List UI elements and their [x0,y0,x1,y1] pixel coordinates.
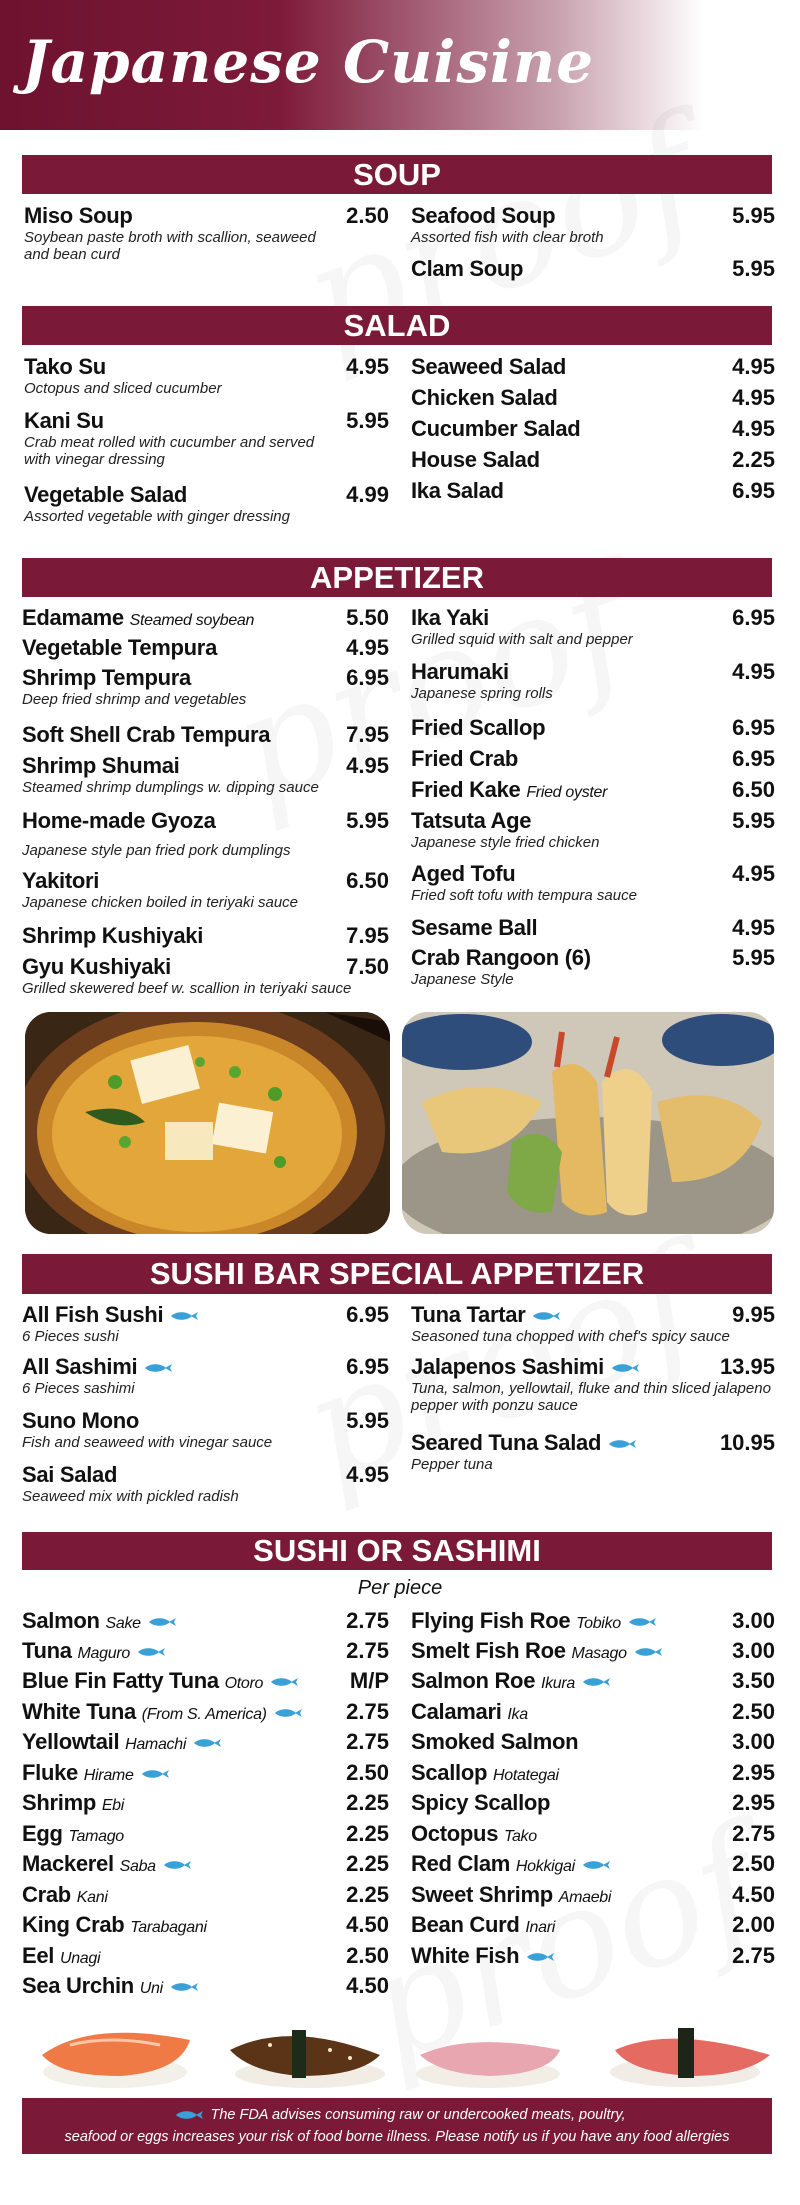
menu-item [22,753,389,796]
menu-item [22,1943,389,1969]
item-name: Clam Soup [411,256,524,281]
item-name: Tako Su [24,354,106,379]
item-name: Crab Rangoon (6) [411,945,591,970]
item-name: Aged Tofu [411,861,516,886]
raw-fish-icon [136,1647,166,1657]
item-price: 7.95 [346,722,389,747]
item-name: Egg [22,1821,63,1846]
item-price: 6.50 [346,868,389,893]
soup-right-column [411,203,775,283]
item-name: Ika Yaki [411,605,489,630]
item-name: Crab [22,1882,71,1907]
item-price: 2.75 [732,1943,775,1968]
menu-item [411,203,775,246]
raw-fish-icon [140,1769,170,1779]
raw-fish-icon [581,1860,611,1870]
item-name: Shrimp [22,1790,96,1815]
item-name: Seafood Soup [411,203,556,228]
item-name: Yellowtail [22,1729,120,1754]
item-subtitle: Otoro [224,1675,264,1692]
raw-fish-icon [627,1617,657,1627]
item-price: 4.50 [732,1882,775,1907]
raw-fish-icon [607,1439,637,1449]
item-price: 2.25 [346,1821,389,1846]
menu-item [411,447,775,473]
item-name: Shrimp Tempura [22,665,191,690]
item-subtitle: Ikura [540,1675,576,1692]
item-description: Japanese chicken boiled in teriyaki sauce [22,894,298,911]
menu-item [411,1430,775,1473]
item-price: 6.95 [732,478,775,503]
raw-fish-icon [169,1311,199,1321]
menu-item [411,1912,775,1938]
item-price: 6.95 [346,665,389,690]
item-subtitle: Amaebi [558,1889,612,1906]
menu-item [411,1638,775,1664]
item-price: 4.95 [732,385,775,410]
raw-fish-icon [143,1363,173,1373]
sushi-pieces-illustration [30,2010,775,2092]
eel-nigiri-image [230,2030,385,2088]
item-price: 7.95 [346,923,389,948]
item-name: All Sashimi [22,1354,138,1379]
item-name: Miso Soup [24,203,133,228]
disclaimer-line-1: The FDA advises consuming raw or undercooked meats, poultry, [210,2107,626,2123]
item-price: 4.95 [732,416,775,441]
item-price: 4.50 [346,1912,389,1937]
menu-item [22,868,389,911]
menu-item [411,605,775,648]
item-description: Japanese spring rolls [411,685,553,702]
item-price: 2.75 [346,1638,389,1663]
menu-item [411,1821,775,1847]
menu-item [24,482,389,525]
item-name: Blue Fin Fatty Tuna [22,1668,219,1693]
item-price: 5.95 [346,1408,389,1433]
item-subtitle: Ebi [101,1797,125,1814]
item-subtitle: Hotategai [492,1767,559,1784]
item-subtitle: Tako [503,1828,537,1845]
item-name: Harumaki [411,659,509,684]
item-name: Tuna [22,1638,72,1663]
item-name: Suno Mono [22,1408,140,1433]
item-name: Sweet Shrimp [411,1882,553,1907]
item-subtitle: Ika [507,1706,528,1723]
item-name: King Crab [22,1912,125,1937]
item-price: 2.25 [732,447,775,472]
special-left-column [22,1302,389,1512]
item-name: Sea Urchin [22,1973,134,1998]
item-price: 6.95 [732,746,775,771]
raw-fish-icon [169,1982,199,1992]
menu-item [411,808,775,851]
item-description: Japanese style fried chicken [411,834,600,851]
item-description: Pepper tuna [411,1456,493,1473]
item-subtitle: Uni [139,1980,163,1997]
menu-item [411,354,775,380]
miso-soup-photo [25,1012,390,1234]
item-price: 5.95 [732,256,775,281]
item-price: 3.00 [732,1729,775,1754]
item-name: Fried Crab [411,746,519,771]
menu-item [411,746,775,772]
menu-item [24,354,389,397]
item-price: 4.95 [346,354,389,379]
item-name: All Fish Sushi [22,1302,164,1327]
item-name: Soft Shell Crab Tempura [22,722,271,747]
item-price: 2.75 [732,1821,775,1846]
menu-item [22,1608,389,1634]
menu-item [22,1462,389,1505]
item-price: 7.50 [346,954,389,979]
item-name: Sai Salad [22,1462,118,1487]
item-subtitle: Tarabagani [130,1919,207,1936]
menu-item [411,1943,775,1969]
item-subtitle: Tobiko [576,1615,621,1632]
menu-item [411,385,775,411]
item-price: 5.95 [346,408,389,433]
item-subtitle: Hamachi [125,1736,187,1753]
item-description: Crab meat rolled with cucumber and served with vinegar dressing [24,434,315,468]
item-name: Cucumber Salad [411,416,581,441]
menu-item [22,1302,389,1345]
item-name: Smoked Salmon [411,1729,579,1754]
item-price: 2.75 [346,1608,389,1633]
menu-item [22,635,389,661]
menu-item [22,722,389,748]
item-description: Steamed shrimp dumplings w. dipping sauce [22,779,319,796]
item-price: 2.75 [346,1729,389,1754]
item-name: Jalapenos Sashimi [411,1354,604,1379]
item-name: Fried Kake [411,777,521,802]
item-price: 9.95 [732,1302,775,1327]
menu-item [22,1638,389,1664]
menu-item [411,416,775,442]
raw-fish-icon [147,1617,177,1627]
tuna-nigiri-image [416,2042,560,2088]
item-price: 3.50 [732,1668,775,1693]
menu-item [22,1408,389,1451]
item-name: Yakitori [22,868,100,893]
item-name: Vegetable Tempura [22,635,218,660]
raw-fish-icon [531,1311,561,1321]
item-subtitle: Saba [119,1858,156,1875]
section-header-sushi-sashimi: SUSHI OR SASHIMI [22,1532,772,1570]
menu-item [411,1668,775,1694]
sushi-right-column [411,1608,775,1978]
item-price: 3.00 [732,1638,775,1663]
item-subtitle: Tamago [68,1828,124,1845]
menu-item [24,203,389,263]
item-name: Calamari [411,1699,502,1724]
item-description: Octopus and sliced cucumber [24,380,222,397]
appetizer-right-column [411,605,775,1005]
item-name: Sesame Ball [411,915,538,940]
salad-left-column [24,354,389,544]
raw-fish-icon [269,1677,299,1687]
header-banner [0,0,800,130]
item-price: 5.50 [346,605,389,630]
item-price: 2.25 [346,1790,389,1815]
item-subtitle: Hokkigai [515,1858,575,1875]
menu-item [22,1699,389,1725]
item-description: Deep fried shrimp and vegetables [22,691,247,708]
menu-item [411,861,775,904]
item-price: 4.95 [732,861,775,886]
item-price: 13.95 [719,1354,775,1379]
menu-item [411,1608,775,1634]
item-name: Smelt Fish Roe [411,1638,566,1663]
item-name: Seared Tuna Salad [411,1430,602,1455]
item-price: 6.95 [346,1302,389,1327]
item-name: Vegetable Salad [24,482,188,507]
menu-item [22,1821,389,1847]
item-name: Fried Scallop [411,715,546,740]
item-name: Flying Fish Roe [411,1608,571,1633]
item-name: White Fish [411,1943,520,1968]
item-description: Tuna, salmon, yellowtail, fluke and thin sliced jalapeno pepper with ponzu sauce [411,1380,771,1414]
item-name: Tuna Tartar [411,1302,526,1327]
menu-item [22,1668,389,1694]
item-price: 3.00 [732,1608,775,1633]
item-subtitle: Sake [105,1615,141,1632]
item-subtitle: Maguro [77,1645,130,1662]
item-name: Red Clam [411,1851,511,1876]
item-subtitle: Inari [525,1919,555,1936]
item-price: 6.95 [732,605,775,630]
item-price: 2.75 [346,1699,389,1724]
item-name: Gyu Kushiyaki [22,954,171,979]
item-price: 4.95 [732,659,775,684]
menu-item [22,1729,389,1755]
menu-item [22,923,389,949]
item-price: 4.95 [346,1462,389,1487]
item-price: 2.50 [346,1760,389,1785]
item-price: 5.95 [346,808,389,833]
item-subtitle: Fried oyster [526,784,608,801]
page-title: Japanese Cuisine [22,28,595,96]
menu-item [411,915,775,941]
item-description: Seasoned tuna chopped with chef's spicy sauce [411,1328,730,1345]
item-price: 2.00 [732,1912,775,1937]
menu-item [411,1729,775,1755]
item-subtitle: (From S. America) [141,1706,267,1723]
item-name: Fluke [22,1760,78,1785]
item-description: Japanese Style [411,971,514,988]
item-name: Chicken Salad [411,385,558,410]
soup-left-column [24,203,389,283]
menu-item [411,1699,775,1725]
item-price: 4.95 [346,635,389,660]
item-name: Spicy Scallop [411,1790,551,1815]
disclaimer-line-2: seafood or eggs increases your risk of food borne illness. Please notify us if you have any food allergies [64,2129,730,2145]
item-description: Soybean paste broth with scallion, seaweed and bean curd [24,229,316,263]
item-name: Scallop [411,1760,488,1785]
item-name: House Salad [411,447,540,472]
raw-fish-icon [610,1363,640,1373]
item-name: Tatsuta Age [411,808,532,833]
item-description: Grilled squid with salt and pepper [411,631,633,648]
item-description: Grilled skewered beef w. scallion in teriyaki sauce [22,980,352,997]
item-name: Salmon [22,1608,100,1633]
item-price: 2.95 [732,1760,775,1785]
raw-fish-icon [525,1952,555,1962]
sushi-left-column [22,1608,389,2008]
tempura-illustration [402,1012,774,1234]
item-name: Shrimp Shumai [22,753,180,778]
item-subtitle: Kani [76,1889,108,1906]
menu-item [22,665,389,708]
item-price: 2.25 [346,1851,389,1876]
menu-item [411,1354,775,1414]
item-name: Kani Su [24,408,104,433]
item-price: 4.99 [346,482,389,507]
item-name: Eel [22,1943,55,1968]
menu-item [22,1912,389,1938]
menu-item [24,408,389,468]
item-price: 2.50 [732,1851,775,1876]
menu-item [411,659,775,702]
item-name: Salmon Roe [411,1668,536,1693]
item-price: 6.95 [732,715,775,740]
menu-item [22,1973,389,1999]
menu-item [411,1760,775,1786]
item-name: Seaweed Salad [411,354,567,379]
item-name: Shrimp Kushiyaki [22,923,204,948]
item-price: 4.95 [346,753,389,778]
item-price: 2.50 [732,1699,775,1724]
item-price: 2.25 [346,1882,389,1907]
item-name: Bean Curd [411,1912,520,1937]
item-price: 5.95 [732,945,775,970]
item-name: Mackerel [22,1851,114,1876]
item-subtitle: Unagi [59,1950,101,1967]
tempura-photo [402,1012,774,1234]
item-description: Japanese style pan fried pork dumplings [22,842,291,859]
raw-fish-icon [192,1738,222,1748]
item-description: 6 Pieces sashimi [22,1380,135,1397]
miso-soup-illustration [25,1012,390,1234]
menu-item [22,1760,389,1786]
menu-item [411,1790,775,1816]
menu-item [22,1790,389,1816]
menu-item [22,605,389,631]
item-price: 4.50 [346,1973,389,1998]
special-right-column [411,1302,775,1512]
item-price: 6.95 [346,1354,389,1379]
item-subtitle: Steamed soybean [129,612,255,629]
item-price: 5.95 [732,203,775,228]
menu-item [22,1882,389,1908]
menu-item [411,1851,775,1877]
raw-fish-icon [633,1647,663,1657]
menu-item [22,954,389,997]
item-name: Ika Salad [411,478,504,503]
item-price: 4.95 [732,915,775,940]
item-description: Assorted fish with clear broth [411,229,604,246]
section-header-salad: SALAD [22,306,772,345]
item-price: M/P [349,1668,389,1693]
item-description: Fried soft tofu with tempura sauce [411,887,637,904]
menu-item [411,478,775,504]
item-name: Octopus [411,1821,499,1846]
raw-fish-icon [162,1860,192,1870]
item-price: 2.50 [346,203,389,228]
fda-disclaimer [22,2098,772,2154]
item-price: 10.95 [719,1430,775,1455]
item-price: 6.50 [732,777,775,802]
menu-item [22,808,389,859]
item-subtitle: Hirame [83,1767,134,1784]
menu-item [22,1851,389,1877]
salad-right-column [411,354,775,514]
menu-item [411,715,775,741]
menu-item [411,1302,775,1345]
per-piece-note: Per piece [357,1577,443,1599]
item-description: Fish and seaweed with vinegar sauce [22,1434,273,1451]
salmon-nigiri-image [42,2033,190,2088]
appetizer-left-column [22,605,389,1005]
item-price: 5.95 [732,808,775,833]
section-header-soup: SOUP [22,155,772,194]
section-header-appetizer: APPETIZER [22,558,772,597]
item-subtitle: Masago [571,1645,627,1662]
item-price: 2.95 [732,1790,775,1815]
raw-fish-icon [273,1708,303,1718]
menu-item [22,1354,389,1397]
menu-item [411,256,775,282]
item-name: Home-made Gyoza [22,808,216,833]
menu-item [411,777,775,803]
item-description: 6 Pieces sushi [22,1328,119,1345]
item-name: Edamame [22,605,124,630]
red-clam-nigiri-image [610,2028,770,2087]
menu-item [411,1882,775,1908]
raw-fish-icon [174,2110,204,2120]
item-description: Assorted vegetable with ginger dressing [24,508,290,525]
item-name: White Tuna [22,1699,136,1724]
section-header-special-appetizer: SUSHI BAR SPECIAL APPETIZER [22,1254,772,1294]
menu-item [411,945,775,988]
item-price: 4.95 [732,354,775,379]
raw-fish-icon [581,1677,611,1687]
item-description: Seaweed mix with pickled radish [22,1488,239,1505]
item-price: 2.50 [346,1943,389,1968]
